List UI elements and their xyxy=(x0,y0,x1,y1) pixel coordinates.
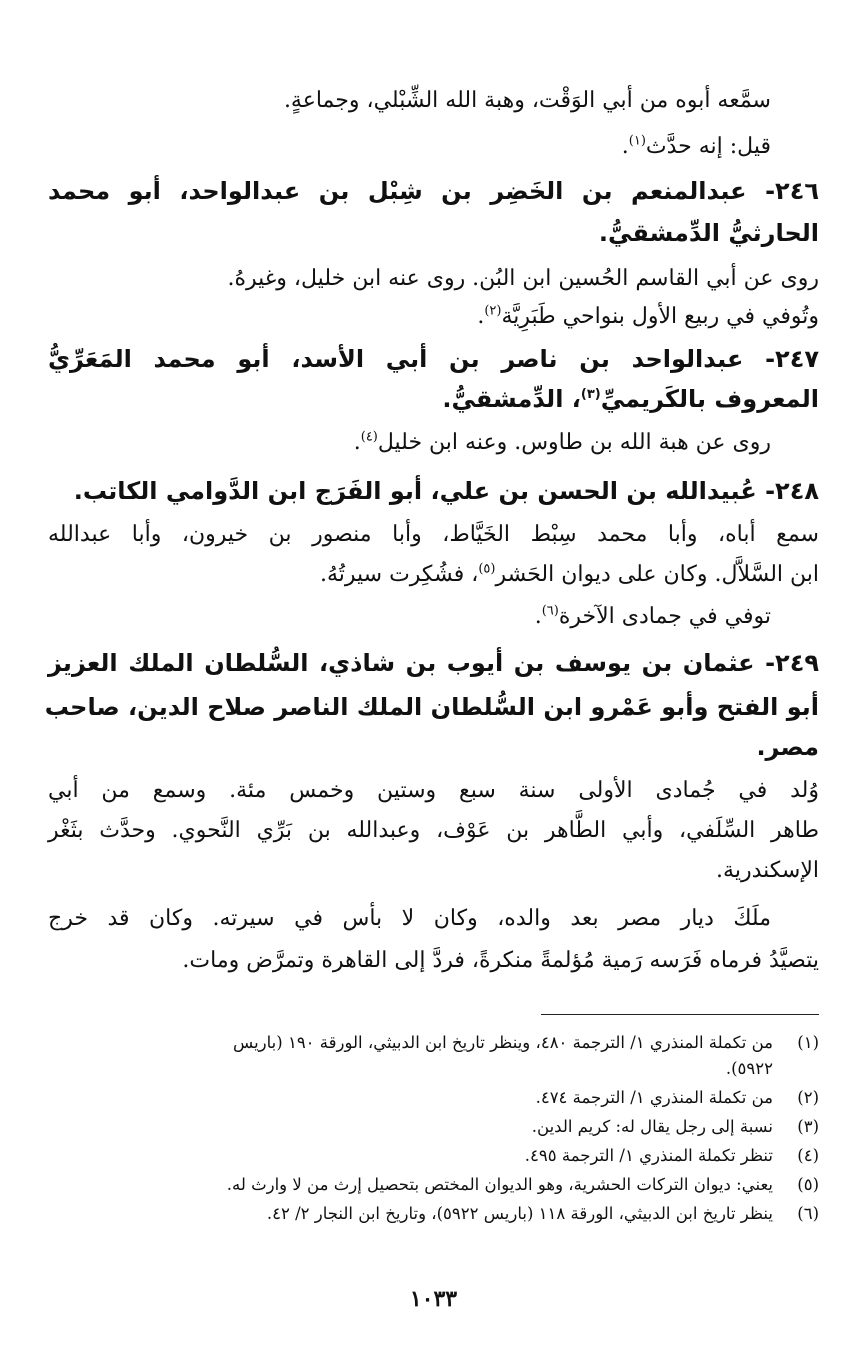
text-line: ملَكَ ديار مصر بعد والده، وكان لا بأس في سيرته. وكان قد خرج xyxy=(48,906,771,931)
entry-heading: ٢٤٧- عبدالواحد بن ناصر بن أبي الأسد، أبو محمد المَعَرِّيُّ xyxy=(48,345,819,373)
footnote-ref[interactable]: (٤) xyxy=(360,429,378,445)
footnote-marker: (٥) xyxy=(797,1175,819,1194)
footnote-marker: (١) xyxy=(797,1033,819,1052)
text-line: سمع أباه، وأبا محمد سِبْط الخَيَّاط، وأبا منصور بن خيرون، وأبا عبدالله xyxy=(48,522,819,547)
footnote xyxy=(60,1030,819,1082)
entry-heading: ٢٤٦- عبدالمنعم بن الخَضِر بن شِبْل بن عبدالواحد، أبو محمد xyxy=(48,177,819,205)
footnote-text: تنظر تكملة المنذري ١/ الترجمة ٤٩٥. xyxy=(524,1146,773,1165)
entry-heading: ٢٤٩- عثمان بن يوسف بن أيوب بن شاذي، السُّلطان الملك العزيز xyxy=(48,649,819,677)
entry-heading: ٢٤٨- عُبيدالله بن الحسن بن علي، أبو الفَرَج ابن الدَّوامي الكاتب. xyxy=(73,477,819,505)
footnote xyxy=(60,1085,819,1111)
footnote xyxy=(60,1114,819,1140)
text-line: روى عن أبي القاسم الحُسين ابن البُن. روى عنه ابن خليل، وغيرهُ. xyxy=(227,266,819,291)
text-line: روى عن هبة الله بن طاوس. وعنه ابن خليل$^{(٤)}$. xyxy=(353,429,771,455)
footnote xyxy=(60,1143,819,1169)
footnote-marker: (٦) xyxy=(797,1204,819,1223)
footnote-text: يعني: ديوان التركات الحشرية، وهو الديوان المختص بتحصيل إرث من لا وارث له. xyxy=(226,1175,773,1194)
footnote-marker: (٣) xyxy=(797,1117,819,1136)
footnote xyxy=(60,1172,819,1198)
footnote-text: من تكملة المنذري ١/ الترجمة ٤٧٤. xyxy=(535,1088,773,1107)
text-line: طاهر السِّلَفي، وأبي الطَّاهر بن عَوْف، وعبدالله بن بَرِّي النَّحوي. وحدَّث بثَغْر xyxy=(48,818,819,843)
footnote xyxy=(60,1201,819,1227)
text-line: الإسكندرية. xyxy=(716,858,819,883)
text-line: قيل: إنه حدَّث$^{(١)}$. xyxy=(621,133,771,159)
text-line: توفي في جمادى الآخرة$^{(٦)}$. xyxy=(534,603,771,629)
page-number: ١٠٣٣ xyxy=(409,1286,458,1312)
entry-heading: أبو الفتح وأبو عَمْرو ابن السُّلطان الملك الناصر صلاح الدين، صاحب xyxy=(44,693,819,721)
footnote-ref[interactable]: (٥) xyxy=(478,561,496,577)
footnote-separator xyxy=(541,1014,819,1015)
footnote-marker: (٢) xyxy=(797,1088,819,1107)
footnote-text: نسبة إلى رجل يقال له: كريم الدين. xyxy=(531,1117,773,1136)
footnote-text: ينظر تاريخ ابن الدبيثي، الورقة ١١٨ (باريس ٥٩٢٢)، وتاريخ ابن النجار ٢/ ٤٢. xyxy=(266,1204,773,1223)
footnote-ref[interactable]: (٢) xyxy=(484,303,502,319)
footnote-text: من تكملة المنذري ١/ الترجمة ٤٨٠، وينظر تاريخ ابن الدبيثي، الورقة ١٩٠ (باريس xyxy=(233,1033,773,1052)
entry-heading: الحارثيُّ الدِّمشقيُّ. xyxy=(598,219,819,247)
text-line: سمَّعه أبوه من أبي الوَقْت، وهبة الله الشِّبْلي، وجماعةٍ. xyxy=(283,88,771,113)
footnote-ref[interactable]: (٣) xyxy=(580,387,601,402)
entry-heading: مصر. xyxy=(756,733,819,761)
footnote-ref[interactable]: (٦) xyxy=(541,603,559,619)
text-line: وُلد في جُمادى الأولى سنة سبع وستين وخمس مئة. وسمع من أبي xyxy=(48,778,819,803)
footnote-ref[interactable]: (١) xyxy=(628,133,646,149)
footnote-text: ٥٩٢٢). xyxy=(725,1059,773,1078)
text-line: يتصيَّدُ فرماه فَرَسه رَمية مُؤلمةً منكرةً، فردَّ إلى القاهرة وتمرَّض ومات. xyxy=(182,948,819,973)
footnote-marker: (٤) xyxy=(797,1146,819,1165)
entry-heading: المعروف بالكَريميِّ$^{(٣)}$، الدِّمشقيُّ. xyxy=(442,385,819,413)
footnotes xyxy=(60,1030,819,1230)
text-line: ابن السَّلاَّل. وكان على ديوان الحَشر$^{(٥)}$، فشُكِرت سيرتُهُ. xyxy=(319,561,819,587)
text-line: وتُوفي في ربيع الأول بنواحي طَبَرِيَّة$^{(٢)}$. xyxy=(477,303,819,329)
